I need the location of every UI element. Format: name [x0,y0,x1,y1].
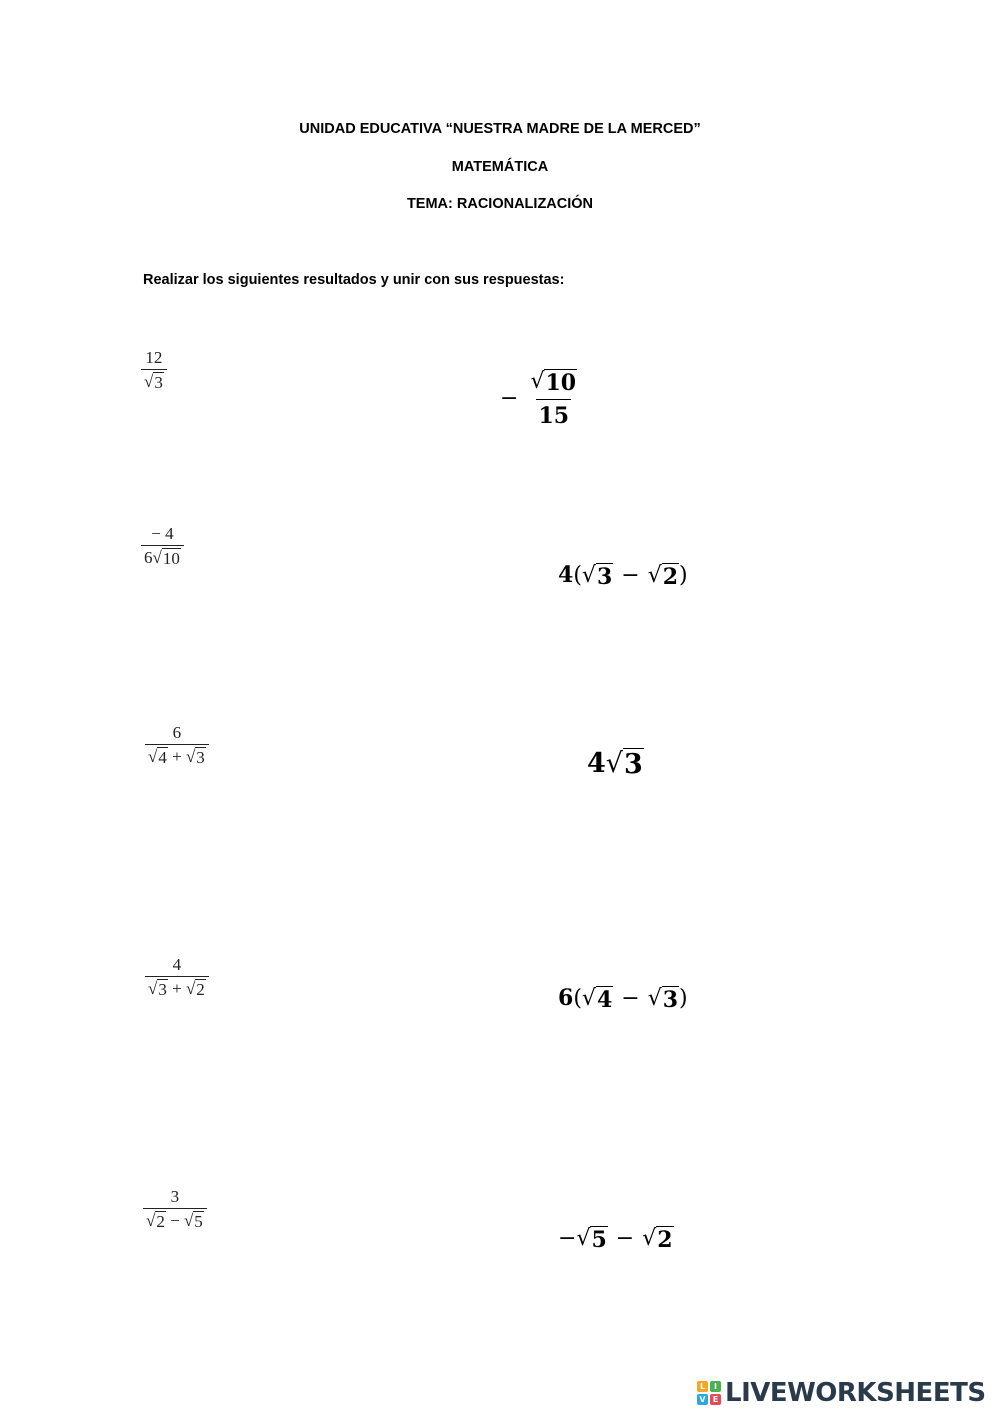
logo-mark-letter: V [697,1394,708,1405]
answer-3-radicand: 3 [624,749,643,780]
exercise-5-numerator: 3 [170,1187,180,1206]
answer-1: − √ 10 15 [500,369,577,429]
answer-1-denominator: 15 [536,399,571,429]
exercise-2-numerator: − 4 [151,524,174,543]
answer-4-operator: − [621,986,640,1011]
logo-text: LIVEWORKSHEETS [725,1378,986,1408]
logo-mark-icon [697,1381,721,1405]
exercise-2: − 4 6 √ 10 [141,524,184,569]
answer-4: 6( √ 4 − √ 3 ) [558,985,688,1013]
answer-5-radicand-a: 5 [591,1227,607,1253]
exercise-4-radicand-a: 3 [158,980,167,999]
answer-1-sign: − [500,386,519,411]
exercise-3-radicand-b: 3 [196,748,205,767]
exercise-5-radicand-b: 5 [194,1212,203,1231]
answer-5-sign: − [558,1226,577,1251]
exercise-4-numerator: 4 [172,955,182,974]
topic-title: TEMA: RACIONALIZACIÓN [406,196,594,212]
answer-3-coef: 4 [587,748,606,779]
answer-2-coef: 4 [558,562,574,588]
exercise-4-radicand-b: 2 [196,980,205,999]
liveworksheets-logo[interactable] [697,1378,986,1408]
answer-5-operator: − [615,1226,635,1251]
exercise-3-radicand-a: 4 [158,748,167,767]
logo-mark-letter: L [697,1381,708,1392]
exercise-1-numerator: 12 [145,348,163,367]
answer-4-radicand-a: 4 [596,987,613,1013]
exercise-3-numerator: 6 [172,723,182,742]
logo-mark-letter: I [710,1381,721,1392]
exercise-5-radicand-a: 2 [156,1212,165,1231]
exercise-5: 3 √ 2 − √ 5 [143,1187,207,1232]
logo-mark-letter: E [710,1394,721,1405]
answer-4-coef: 6 [558,985,574,1011]
exercise-2-radicand: 10 [162,549,180,568]
answer-2-radicand-a: 3 [596,564,613,590]
exercise-4: 4 √ 3 + √ 2 [145,955,209,1000]
answer-5: − √ 5 − √ 2 [558,1226,673,1253]
exercise-3-operator: + [172,747,182,766]
exercise-1: 12 √ 3 [141,348,167,393]
exercise-4-operator: + [172,979,182,998]
answer-1-radicand: 10 [545,370,577,396]
answer-2-operator: − [621,563,640,588]
answer-3: 4 √ 3 [587,748,643,780]
exercise-1-radicand: 3 [154,373,163,392]
answer-5-radicand-b: 2 [657,1227,673,1253]
subject-title: MATEMÁTICA [451,159,549,175]
answer-2: 4( √ 3 − √ 2 ) [558,562,688,590]
answer-2-radicand-b: 2 [662,564,679,590]
exercise-2-coef: 6 [144,548,153,567]
answer-4-radicand-b: 3 [662,987,679,1013]
school-name: UNIDAD EDUCATIVA “NUESTRA MADRE DE LA MERCED” [299,121,701,137]
exercise-5-operator: − [170,1211,180,1230]
instruction-text: Realizar los siguientes resultados y unir con sus respuestas: [143,272,565,288]
exercise-3: 6 √ 4 + √ 3 [145,723,209,768]
